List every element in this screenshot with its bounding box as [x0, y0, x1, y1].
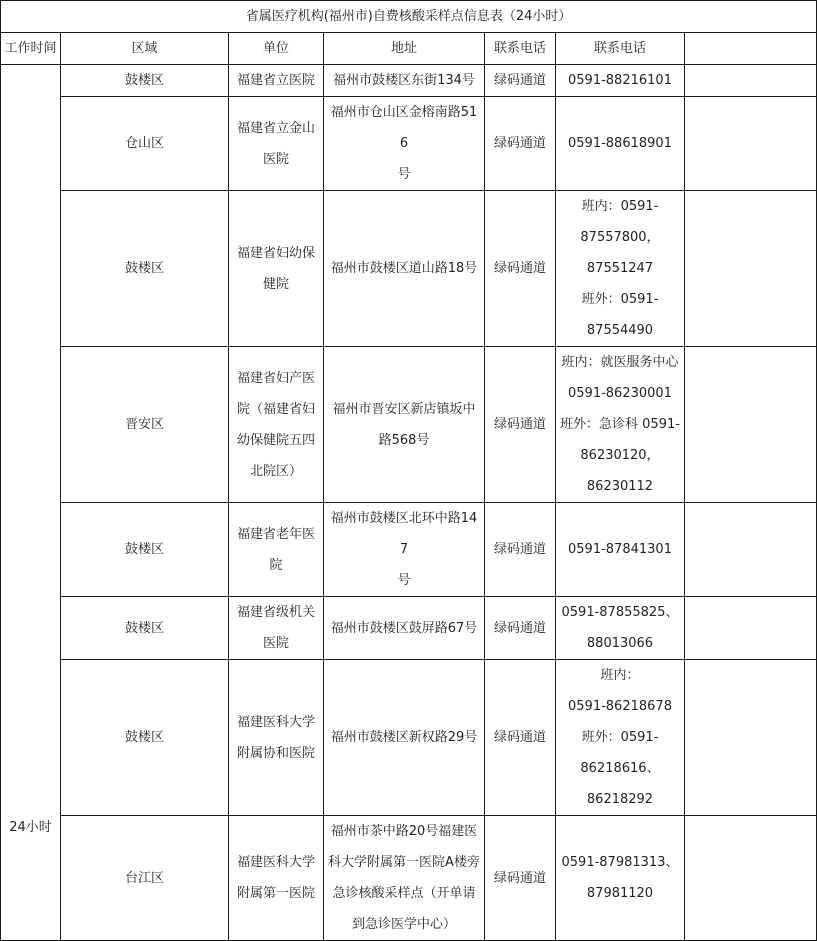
- header-address: 地址: [324, 33, 485, 65]
- blank-cell: [685, 191, 817, 347]
- cell-line: 0591-86218678: [568, 699, 672, 714]
- cell-line: 班内：0591-: [581, 199, 659, 214]
- table-row: [1, 65, 817, 97]
- cell-line: 福州市晋安区新店镇坂中: [332, 401, 476, 417]
- cell-line: 87551247: [586, 261, 654, 276]
- table-title: 省属医疗机构(福州市)自费核酸采样点信息表（24小时）: [1, 1, 817, 33]
- cell-line: 福州市鼓楼区鼓屏路67号: [330, 620, 478, 636]
- cell-line: 班内：就医服务中心: [561, 355, 679, 370]
- work-time-cell: 24小时: [1, 65, 61, 941]
- cell-line: 路568号: [378, 432, 430, 448]
- cell-line: 号: [397, 167, 411, 182]
- unit-cell: [229, 191, 324, 347]
- phone-cell: [556, 597, 685, 660]
- header-district: 区域: [61, 33, 229, 65]
- cell-line: 班内：: [600, 668, 640, 683]
- unit-cell: [229, 503, 324, 597]
- cell-line: 急诊核酸采样点（开单请: [332, 886, 476, 901]
- unit-cell: [229, 816, 324, 941]
- blank-cell: [685, 660, 817, 816]
- phone-cell: [556, 816, 685, 941]
- channel-cell: 绿码通道: [485, 660, 556, 816]
- channel-cell: 绿码通道: [485, 816, 556, 941]
- phone-cell: [556, 503, 685, 597]
- phone-cell: [556, 97, 685, 191]
- cell-line: 号: [397, 573, 411, 588]
- phone-cell: [556, 660, 685, 816]
- cell-line: 0591-86230001: [568, 386, 672, 401]
- table-row: [1, 660, 817, 816]
- table-row: [1, 97, 817, 191]
- unit-cell: [229, 97, 324, 191]
- cell-line: 88013066: [586, 636, 654, 651]
- cell-line: 医院: [262, 636, 289, 651]
- cell-line: 福州市鼓楼区东街134号: [333, 73, 475, 88]
- cell-line: 86218292: [586, 792, 654, 807]
- table-row: [1, 597, 817, 660]
- cell-line: 福建医科大学: [236, 855, 315, 870]
- header-unit: 单位: [229, 33, 324, 65]
- cell-line: 87981120: [586, 886, 654, 901]
- cell-line: 福州市鼓楼区北环中路147: [330, 511, 478, 557]
- header-work-time: 工作时间: [1, 33, 61, 65]
- header-blank: [685, 33, 817, 65]
- cell-line: 福建省妇产医: [236, 370, 315, 386]
- blank-cell: [685, 347, 817, 503]
- blank-cell: [685, 816, 817, 941]
- unit-cell: [229, 65, 324, 97]
- channel-cell: 绿码通道: [485, 191, 556, 347]
- district-cell: 晋安区: [61, 347, 229, 503]
- cell-line: 福建省立医院: [236, 73, 315, 88]
- cell-line: 0591-88216101: [568, 73, 672, 88]
- channel-cell: 绿码通道: [485, 503, 556, 597]
- cell-line: 福建省立金山: [236, 120, 315, 136]
- address-cell: [324, 347, 485, 503]
- cell-line: 86230120，: [580, 448, 660, 463]
- cell-line: 院（福建省妇: [236, 401, 315, 417]
- unit-cell: [229, 660, 324, 816]
- district-cell: 仓山区: [61, 97, 229, 191]
- cell-line: 86218616、: [580, 761, 660, 776]
- district-cell: 鼓楼区: [61, 597, 229, 660]
- cell-line: 附属协和医院: [236, 745, 315, 761]
- address-cell: [324, 816, 485, 941]
- unit-cell: [229, 597, 324, 660]
- cell-line: 0591-87981313、: [561, 855, 679, 870]
- cell-line: 福州市仓山区金榕南路516: [330, 105, 478, 151]
- phone-cell: [556, 347, 685, 503]
- cell-line: 0591-88618901: [568, 136, 672, 151]
- cell-line: 健院: [262, 276, 289, 292]
- cell-line: 院: [269, 557, 283, 573]
- header-phone: 联系电话: [556, 33, 685, 65]
- cell-line: 87557800，: [580, 230, 660, 245]
- blank-cell: [685, 503, 817, 597]
- cell-line: 87554490: [586, 323, 654, 338]
- title-row: [1, 1, 817, 33]
- address-cell: [324, 660, 485, 816]
- channel-cell: 绿码通道: [485, 597, 556, 660]
- address-cell: [324, 191, 485, 347]
- unit-cell: [229, 347, 324, 503]
- channel-cell: 绿码通道: [485, 97, 556, 191]
- cell-line: 福建省级机关: [236, 605, 315, 620]
- header-row: [1, 33, 817, 65]
- cell-line: 福州市鼓楼区新权路29号: [330, 730, 478, 745]
- address-cell: [324, 97, 485, 191]
- cell-line: 附属第一医院: [236, 886, 315, 901]
- cell-line: 福州市鼓楼区道山路18号: [330, 261, 478, 276]
- district-cell: 鼓楼区: [61, 65, 229, 97]
- phone-cell: [556, 65, 685, 97]
- cell-line: 科大学附属第一医院A楼旁: [328, 855, 480, 870]
- cell-line: 班外：0591-: [581, 292, 659, 307]
- cell-line: 福建省妇幼保: [236, 245, 315, 261]
- address-cell: [324, 597, 485, 660]
- cell-line: 0591-87841301: [568, 542, 672, 557]
- address-cell: [324, 65, 485, 97]
- cell-line: 86230112: [586, 479, 654, 494]
- table-row: [1, 191, 817, 347]
- district-cell: 鼓楼区: [61, 503, 229, 597]
- address-cell: [324, 503, 485, 597]
- cell-line: 北院区）: [249, 463, 302, 479]
- district-cell: 鼓楼区: [61, 660, 229, 816]
- cell-line: 班外：0591-: [581, 730, 659, 745]
- channel-cell: 绿码通道: [485, 65, 556, 97]
- cell-line: 班外：急诊科 0591-: [560, 417, 680, 432]
- blank-cell: [685, 597, 817, 660]
- cell-line: 福建医科大学: [236, 714, 315, 730]
- district-cell: 台江区: [61, 816, 229, 941]
- header-channel: 联系电话: [485, 33, 556, 65]
- cell-line: 福州市茶中路20号福建医: [330, 824, 478, 839]
- cell-line: 福建省老年医: [236, 526, 315, 542]
- cell-line: 医院: [262, 151, 289, 167]
- blank-cell: [685, 97, 817, 191]
- table-row: [1, 347, 817, 503]
- cell-line: 幼保健院五四: [236, 432, 315, 448]
- blank-cell: [685, 65, 817, 97]
- phone-cell: [556, 191, 685, 347]
- table-row: [1, 816, 817, 941]
- district-cell: 鼓楼区: [61, 191, 229, 347]
- cell-line: 0591-87855825、: [561, 605, 679, 620]
- table-row: [1, 503, 817, 597]
- cell-line: 到急诊医学中心）: [351, 917, 456, 932]
- channel-cell: 绿码通道: [485, 347, 556, 503]
